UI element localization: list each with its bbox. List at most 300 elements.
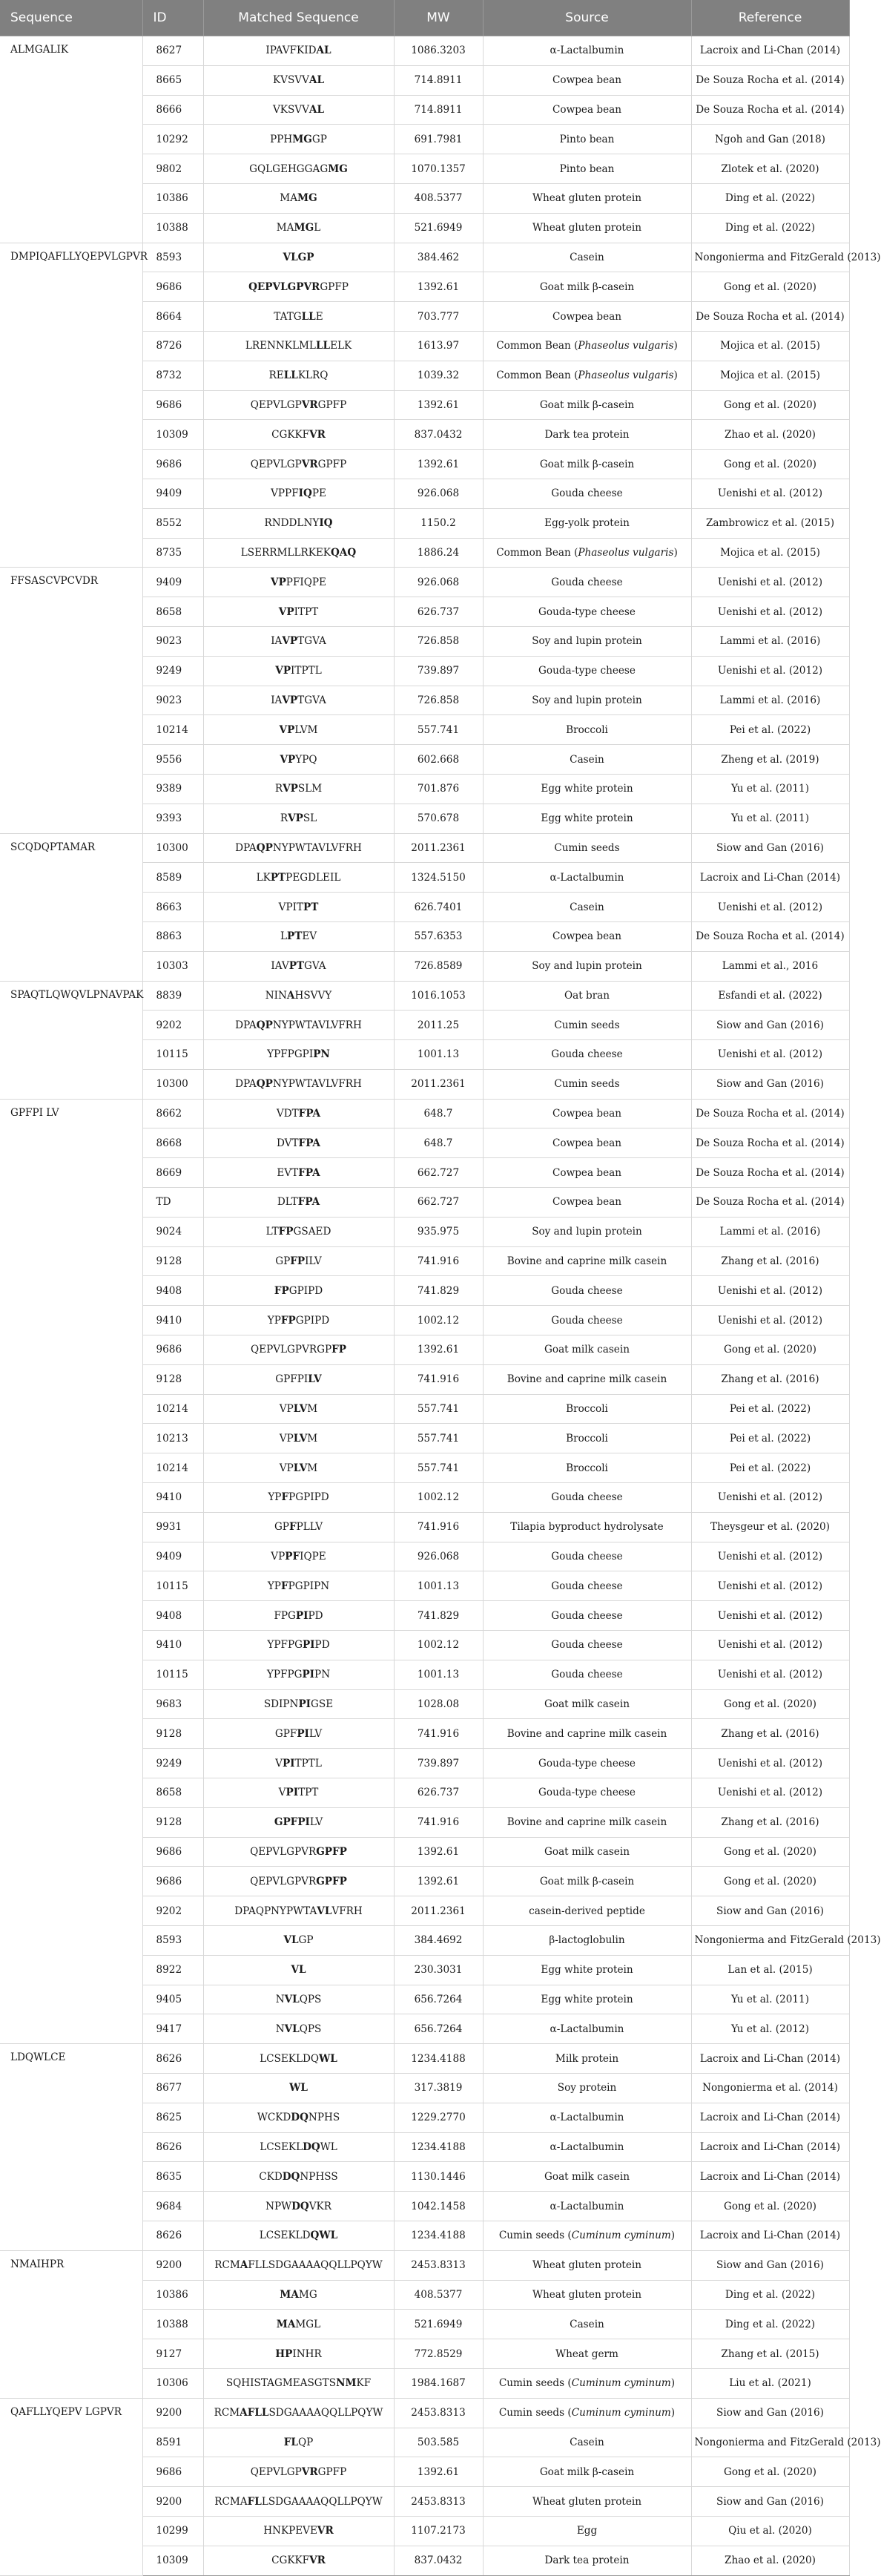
matched-sequence-cell: VPLVM	[203, 715, 394, 745]
id-cell: 10303	[142, 951, 203, 981]
highlighted-residues: MA	[276, 2318, 296, 2330]
header-id: ID	[142, 0, 203, 36]
matched-sequence-cell: RELLKLRQ	[203, 361, 394, 390]
highlighted-residues: GPFPI	[274, 1816, 310, 1829]
matched-sequence-cell: YPFPGPIPN	[203, 1571, 394, 1601]
highlighted-residues: VR	[309, 2554, 326, 2567]
header-mw: MW	[394, 0, 483, 36]
reference-cell: Gong et al. (2020)	[691, 1837, 849, 1867]
matched-sequence-cell: YPFPGPIPN	[203, 1660, 394, 1689]
source-cell: Casein	[483, 243, 691, 272]
reference-cell: Siow and Gan (2016)	[691, 2398, 849, 2428]
highlighted-residues: GPFP	[316, 1875, 347, 1887]
reference-cell: Lacroix and Li-Chan (2014)	[691, 2103, 849, 2132]
id-cell: 8662	[142, 1099, 203, 1128]
matched-sequence-cell: VPITPTL	[203, 1749, 394, 1778]
id-cell: 9200	[142, 2487, 203, 2517]
id-cell: 8625	[142, 2103, 203, 2132]
highlighted-residues: VR	[301, 458, 318, 470]
id-cell: 8726	[142, 331, 203, 361]
source-cell: Gouda-type cheese	[483, 1749, 691, 1778]
source-cell: Goat milk casein	[483, 1837, 691, 1867]
source-cell: Goat milk casein	[483, 2162, 691, 2192]
id-cell: 8635	[142, 2162, 203, 2192]
highlighted-residues: VP	[278, 605, 294, 618]
id-cell: 9410	[142, 1306, 203, 1335]
table-row	[0, 36, 849, 66]
mw-cell: 1392.61	[394, 272, 483, 302]
id-cell: 10214	[142, 715, 203, 745]
matched-sequence-cell: GPFPLLV	[203, 1512, 394, 1542]
id-cell: 9409	[142, 568, 203, 597]
source-cell: Soy and lupin protein	[483, 1217, 691, 1246]
reference-cell: De Souza Rocha et al. (2014)	[691, 302, 849, 332]
source-cell: Bovine and caprine milk casein	[483, 1719, 691, 1749]
reference-cell: Siow and Gan (2016)	[691, 833, 849, 863]
highlighted-residues: VP	[282, 694, 298, 706]
mw-cell: 521.6949	[394, 2310, 483, 2339]
id-cell: 9409	[142, 1542, 203, 1571]
reference-cell: Gong et al. (2020)	[691, 450, 849, 479]
matched-sequence-cell: IAVPTGVA	[203, 686, 394, 715]
highlighted-residues: IQ	[319, 517, 333, 530]
mw-cell: 1107.2173	[394, 2516, 483, 2546]
id-cell: 10386	[142, 2280, 203, 2310]
source-cell: Wheat germ	[483, 2339, 691, 2369]
matched-sequence-cell: RVPSLM	[203, 774, 394, 804]
source-cell: Cowpea bean	[483, 1158, 691, 1188]
matched-sequence-cell: SDIPNPIGSE	[203, 1689, 394, 1719]
id-cell: 9389	[142, 774, 203, 804]
highlighted-residues: PT	[286, 930, 303, 943]
reference-cell: Zhang et al. (2016)	[691, 1719, 849, 1749]
reference-cell: Yu et al. (2012)	[691, 2014, 849, 2044]
matched-sequence-cell: IPAVFKIDAL	[203, 36, 394, 66]
mw-cell: 384.4692	[394, 1926, 483, 1956]
mw-cell: 557.741	[394, 1453, 483, 1483]
matched-sequence-cell: GQLGEHGGAGMG	[203, 154, 394, 184]
matched-sequence-cell: DVTFPA	[203, 1128, 394, 1158]
mw-cell: 230.3031	[394, 1955, 483, 1985]
matched-sequence-cell: VDTFPA	[203, 1099, 394, 1128]
query-sequence-cell: ALMGALIK	[0, 36, 142, 243]
source-cell: Bovine and caprine milk casein	[483, 1246, 691, 1276]
highlighted-residues: AL	[308, 74, 325, 87]
matched-sequence-cell: VPPFIQPE	[203, 479, 394, 508]
highlighted-residues: PI	[286, 1787, 299, 1799]
mw-cell: 741.829	[394, 1601, 483, 1631]
id-cell: 9417	[142, 2014, 203, 2044]
mw-cell: 521.6949	[394, 213, 483, 243]
highlighted-residues: LV	[293, 1403, 308, 1416]
id-cell: 8626	[142, 2132, 203, 2162]
mw-cell: 1028.08	[394, 1689, 483, 1719]
reference-cell: Lan et al. (2015)	[691, 1955, 849, 1985]
matched-sequence-cell: VPLVM	[203, 1394, 394, 1424]
source-cell: Cumin seeds (Cuminum cyminum)	[483, 2368, 691, 2398]
source-cell: Cowpea bean	[483, 302, 691, 332]
mw-cell: 1234.4188	[394, 2221, 483, 2250]
reference-cell: De Souza Rocha et al. (2014)	[691, 65, 849, 95]
id-cell: 9686	[142, 450, 203, 479]
matched-sequence-cell: QEPVLGPVRGPFP	[203, 450, 394, 479]
highlighted-residues: VP	[275, 665, 291, 677]
id-cell: 9684	[142, 2192, 203, 2221]
highlighted-residues: QP	[256, 1078, 273, 1091]
id-cell: 9128	[142, 1246, 203, 1276]
reference-cell: Uenishi et al. (2012)	[691, 1571, 849, 1601]
source-cell: Cowpea bean	[483, 1128, 691, 1158]
mw-cell: 837.0432	[394, 2546, 483, 2575]
reference-cell: Uenishi et al. (2012)	[691, 1276, 849, 1306]
matched-sequence-cell: VKSVVAL	[203, 95, 394, 125]
header-reference: Reference	[691, 0, 849, 36]
matched-sequence-cell: VPITPT	[203, 893, 394, 922]
reference-cell: Yu et al. (2011)	[691, 1985, 849, 2014]
mw-cell: 726.858	[394, 686, 483, 715]
table-row	[0, 2044, 849, 2074]
id-cell: 10306	[142, 2368, 203, 2398]
reference-cell: Theysgeur et al. (2020)	[691, 1512, 849, 1542]
highlighted-residues: QP	[256, 841, 273, 854]
highlighted-residues: VL	[284, 1993, 300, 2005]
highlighted-residues: PT	[288, 960, 305, 973]
mw-cell: 701.876	[394, 774, 483, 804]
highlighted-residues: DQ	[303, 2140, 320, 2153]
matched-sequence-cell: LKPTPEGDLEIL	[203, 863, 394, 893]
query-sequence-cell: NMAIHPR	[0, 2250, 142, 2398]
header-row	[0, 0, 849, 36]
header-source: Source	[483, 0, 691, 36]
source-cell: Casein	[483, 2310, 691, 2339]
matched-sequence-cell: QEPVLGPVRGPFP	[203, 1837, 394, 1867]
matched-sequence-cell: MAMGL	[203, 213, 394, 243]
highlighted-residues: MG	[292, 133, 312, 145]
reference-cell: Zlotek et al. (2020)	[691, 154, 849, 184]
mw-cell: 626.7401	[394, 893, 483, 922]
reference-cell: Uenishi et al. (2012)	[691, 1631, 849, 1660]
reference-cell: Gong et al. (2020)	[691, 2457, 849, 2487]
reference-cell: Uenishi et al. (2012)	[691, 568, 849, 597]
mw-cell: 626.737	[394, 1778, 483, 1808]
reference-cell: Zhao et al. (2020)	[691, 420, 849, 450]
reference-cell: Zhang et al. (2016)	[691, 1364, 849, 1394]
reference-cell: Mojica et al. (2015)	[691, 331, 849, 361]
highlighted-residues: FPA	[297, 1196, 320, 1209]
matched-sequence-cell: HNKPEVEVR	[203, 2516, 394, 2546]
reference-cell: Siow and Gan (2016)	[691, 2487, 849, 2517]
reference-cell: Uenishi et al. (2012)	[691, 893, 849, 922]
highlighted-residues: DQ	[282, 2170, 300, 2183]
reference-cell: Uenishi et al. (2012)	[691, 1660, 849, 1689]
highlighted-residues: MG	[294, 222, 314, 234]
highlighted-residues: WL	[289, 2082, 308, 2094]
header-sequence: Sequence	[0, 0, 142, 36]
highlighted-residues: F	[280, 1580, 288, 1592]
highlighted-residues: PI	[302, 1669, 315, 1681]
table-row	[0, 568, 849, 597]
query-sequence-cell: SCQDQPTAMAR	[0, 833, 142, 981]
reference-cell: Uenishi et al. (2012)	[691, 479, 849, 508]
mw-cell: 741.916	[394, 1246, 483, 1276]
matched-sequence-cell: DPAQPNYPWTAVLVFRH	[203, 1896, 394, 1926]
highlighted-residues: VP	[271, 576, 286, 588]
mw-cell: 662.727	[394, 1158, 483, 1188]
reference-cell: Ding et al. (2022)	[691, 2310, 849, 2339]
species-name: Phaseolus vulgaris	[578, 546, 674, 559]
reference-cell: Lacroix and Li-Chan (2014)	[691, 2044, 849, 2074]
id-cell: 10115	[142, 1571, 203, 1601]
source-cell: Goat milk casein	[483, 1689, 691, 1719]
source-cell: Gouda-type cheese	[483, 656, 691, 686]
reference-cell: Nongonierma and FitzGerald (2013)	[691, 243, 849, 272]
mw-cell: 408.5377	[394, 183, 483, 213]
mw-cell: 1001.13	[394, 1571, 483, 1601]
mw-cell: 1392.61	[394, 390, 483, 420]
id-cell: 10213	[142, 1424, 203, 1453]
mw-cell: 557.6353	[394, 921, 483, 951]
source-cell: Broccoli	[483, 1394, 691, 1424]
highlighted-residues: FPA	[298, 1108, 321, 1120]
matched-sequence-cell: LTFPGSAED	[203, 1217, 394, 1246]
highlighted-residues: NM	[336, 2377, 357, 2390]
source-cell: Cumin seeds	[483, 833, 691, 863]
source-cell: Wheat gluten protein	[483, 183, 691, 213]
reference-cell: Yu et al. (2011)	[691, 774, 849, 804]
matched-sequence-cell: LPTEV	[203, 921, 394, 951]
id-cell: TD	[142, 1188, 203, 1218]
highlighted-residues: VL	[283, 1934, 299, 1947]
mw-cell: 741.829	[394, 1276, 483, 1306]
source-cell: Gouda cheese	[483, 1631, 691, 1660]
mw-cell: 570.678	[394, 804, 483, 833]
matched-sequence-cell: CGKKFVR	[203, 420, 394, 450]
source-cell: Wheat gluten protein	[483, 213, 691, 243]
highlighted-residues: WL	[319, 2052, 337, 2065]
id-cell: 9686	[142, 1335, 203, 1365]
id-cell: 9686	[142, 1837, 203, 1867]
reference-cell: Ngoh and Gan (2018)	[691, 125, 849, 154]
source-cell: Oat bran	[483, 981, 691, 1011]
id-cell: 9931	[142, 1512, 203, 1542]
matched-sequence-cell: FLQP	[203, 2428, 394, 2457]
matched-sequence-cell: IAVPTGVA	[203, 951, 394, 981]
reference-cell: Uenishi et al. (2012)	[691, 1749, 849, 1778]
source-cell: Cowpea bean	[483, 921, 691, 951]
highlighted-residues: AFLL	[240, 2407, 269, 2419]
source-cell: Goat milk β-casein	[483, 390, 691, 420]
mw-cell: 726.8589	[394, 951, 483, 981]
id-cell: 10214	[142, 1453, 203, 1483]
id-cell: 9200	[142, 2250, 203, 2280]
id-cell: 8591	[142, 2428, 203, 2457]
mw-cell: 1392.61	[394, 1867, 483, 1896]
mw-cell: 2453.8313	[394, 2487, 483, 2517]
table-row	[0, 981, 849, 1011]
highlighted-residues: IQ	[298, 487, 312, 500]
id-cell: 8863	[142, 921, 203, 951]
mw-cell: 1984.1687	[394, 2368, 483, 2398]
highlighted-residues: F	[288, 1521, 297, 1534]
matched-sequence-cell: YPFPGPIPN	[203, 1040, 394, 1070]
highlighted-residues: HP	[275, 2347, 293, 2360]
id-cell: 9128	[142, 1719, 203, 1749]
mw-cell: 557.741	[394, 1394, 483, 1424]
matched-sequence-cell: VPLVM	[203, 1424, 394, 1453]
query-sequence-cell: LDQWLCE	[0, 2044, 142, 2251]
source-cell: α-Lactalbumin	[483, 2192, 691, 2221]
id-cell: 9200	[142, 2398, 203, 2428]
id-cell: 10388	[142, 213, 203, 243]
highlighted-residues: VP	[282, 635, 298, 648]
highlighted-residues: LL	[315, 340, 331, 352]
id-cell: 9393	[142, 804, 203, 833]
table-row	[0, 833, 849, 863]
source-cell: Tilapia byproduct hydrolysate	[483, 1512, 691, 1542]
mw-cell: 1229.2770	[394, 2103, 483, 2132]
highlighted-residues: MA	[280, 2288, 299, 2301]
mw-cell: 926.068	[394, 479, 483, 508]
reference-cell: Lacroix and Li-Chan (2014)	[691, 863, 849, 893]
reference-cell: Lammi et al. (2016)	[691, 686, 849, 715]
reference-cell: Lacroix and Li-Chan (2014)	[691, 2162, 849, 2192]
id-cell: 9249	[142, 656, 203, 686]
reference-cell: De Souza Rocha et al. (2014)	[691, 921, 849, 951]
id-cell: 9686	[142, 2457, 203, 2487]
reference-cell: De Souza Rocha et al. (2014)	[691, 1128, 849, 1158]
source-cell: α-Lactalbumin	[483, 2014, 691, 2044]
id-cell: 9202	[142, 1011, 203, 1040]
mw-cell: 1324.5150	[394, 863, 483, 893]
highlighted-residues: A	[240, 2259, 248, 2272]
query-sequence-cell: FFSASCVPCVDR	[0, 568, 142, 833]
mw-cell: 2453.8313	[394, 2398, 483, 2428]
source-cell: Bovine and caprine milk casein	[483, 1807, 691, 1837]
id-cell: 10309	[142, 2546, 203, 2575]
matched-sequence-cell: QEPVLGPVRGPFP	[203, 272, 394, 302]
reference-cell: De Souza Rocha et al. (2014)	[691, 1158, 849, 1188]
matched-sequence-cell: FPGPIPD	[203, 1601, 394, 1631]
reference-cell: Uenishi et al. (2012)	[691, 1483, 849, 1513]
source-cell: Cowpea bean	[483, 1188, 691, 1218]
reference-cell: Lacroix and Li-Chan (2014)	[691, 36, 849, 66]
mw-cell: 2011.2361	[394, 833, 483, 863]
source-cell: Goat milk β-casein	[483, 272, 691, 302]
highlighted-residues: PT	[303, 901, 319, 913]
matched-sequence-cell: RVPSL	[203, 804, 394, 833]
header-matched-sequence: Matched Sequence	[203, 0, 394, 36]
id-cell: 9686	[142, 1867, 203, 1896]
source-cell: Gouda cheese	[483, 479, 691, 508]
matched-sequence-cell: RCMAFLLSDGAAAAQQLLPQYW	[203, 2398, 394, 2428]
highlighted-residues: VP	[283, 783, 298, 795]
reference-cell: Ding et al. (2022)	[691, 213, 849, 243]
matched-sequence-cell: YPFPGPIPD	[203, 1631, 394, 1660]
reference-cell: Uenishi et al. (2012)	[691, 1542, 849, 1571]
mw-cell: 935.975	[394, 1217, 483, 1246]
reference-cell: Lacroix and Li-Chan (2014)	[691, 2221, 849, 2250]
highlighted-residues: LV	[308, 1373, 322, 1386]
matched-sequence-cell: RCMAFLLSDGAAAAQQLLPQYW	[203, 2250, 394, 2280]
mw-cell: 1002.12	[394, 1306, 483, 1335]
mw-cell: 703.777	[394, 302, 483, 332]
mw-cell: 1234.4188	[394, 2044, 483, 2074]
mw-cell: 741.916	[394, 1807, 483, 1837]
mw-cell: 648.7	[394, 1128, 483, 1158]
mw-cell: 1016.1053	[394, 981, 483, 1011]
matched-sequence-cell: MAMGL	[203, 2310, 394, 2339]
matched-sequence-cell: NINAHSVVY	[203, 981, 394, 1011]
highlighted-residues: FPA	[298, 1166, 320, 1179]
table-row	[0, 2398, 849, 2428]
id-cell: 10388	[142, 2310, 203, 2339]
id-cell: 9409	[142, 479, 203, 508]
matched-sequence-cell: LCSEKLDQWL	[203, 2044, 394, 2074]
reference-cell: De Souza Rocha et al. (2014)	[691, 1099, 849, 1128]
matched-sequence-cell: QEPVLGPVRGPFP	[203, 2457, 394, 2487]
matched-sequence-cell	[203, 2073, 394, 2103]
table-body	[0, 36, 881, 2576]
matched-sequence-cell: VPITPT	[203, 1778, 394, 1808]
source-cell: Casein	[483, 2428, 691, 2457]
id-cell: 8627	[142, 36, 203, 66]
highlighted-residues: LV	[293, 1462, 308, 1474]
matched-sequence-cell: KVSVVAL	[203, 65, 394, 95]
matched-sequence-cell: NVLQPS	[203, 2014, 394, 2044]
id-cell: 8839	[142, 981, 203, 1011]
id-cell: 10214	[142, 1394, 203, 1424]
source-cell: Cumin seeds	[483, 1069, 691, 1099]
source-cell: Gouda-type cheese	[483, 1778, 691, 1808]
highlighted-residues: FP	[280, 1314, 296, 1327]
mw-cell: 1039.32	[394, 361, 483, 390]
matched-sequence-cell: VPPFIQPE	[203, 1542, 394, 1571]
mw-cell: 691.7981	[394, 125, 483, 154]
reference-cell: De Souza Rocha et al. (2014)	[691, 1188, 849, 1218]
matched-sequence-cell: SQHISTAGMEASGTSNMKF	[203, 2368, 394, 2398]
highlighted-residues: PT	[270, 871, 286, 884]
id-cell: 10300	[142, 1069, 203, 1099]
id-cell: 8589	[142, 863, 203, 893]
mw-cell: 739.897	[394, 1749, 483, 1778]
mw-cell: 656.7264	[394, 1985, 483, 2014]
reference-cell: Siow and Gan (2016)	[691, 2250, 849, 2280]
id-cell: 9023	[142, 626, 203, 656]
id-cell: 9686	[142, 390, 203, 420]
reference-cell: Pei et al. (2022)	[691, 1424, 849, 1453]
highlighted-residues: VP	[279, 723, 295, 736]
highlighted-residues: FPA	[298, 1137, 320, 1149]
reference-cell: Nongonierma et al. (2014)	[691, 2073, 849, 2103]
mw-cell: 926.068	[394, 568, 483, 597]
table-row	[0, 243, 849, 272]
highlighted-residues: PI	[295, 1609, 308, 1622]
mw-cell: 408.5377	[394, 2280, 483, 2310]
highlighted-residues: VR	[301, 398, 318, 411]
highlighted-residues: FP	[274, 1284, 289, 1297]
source-cell: Casein	[483, 893, 691, 922]
id-cell: 8626	[142, 2221, 203, 2250]
source-cell: Cumin seeds (Cuminum cyminum)	[483, 2221, 691, 2250]
mw-cell: 741.916	[394, 1512, 483, 1542]
id-cell: 8666	[142, 95, 203, 125]
source-cell: Wheat gluten protein	[483, 2487, 691, 2517]
matched-sequence-cell: HPINHR	[203, 2339, 394, 2369]
highlighted-residues: VL	[317, 1905, 332, 1917]
mw-cell: 317.3819	[394, 2073, 483, 2103]
id-cell: 10115	[142, 1660, 203, 1689]
source-cell: Broccoli	[483, 715, 691, 745]
